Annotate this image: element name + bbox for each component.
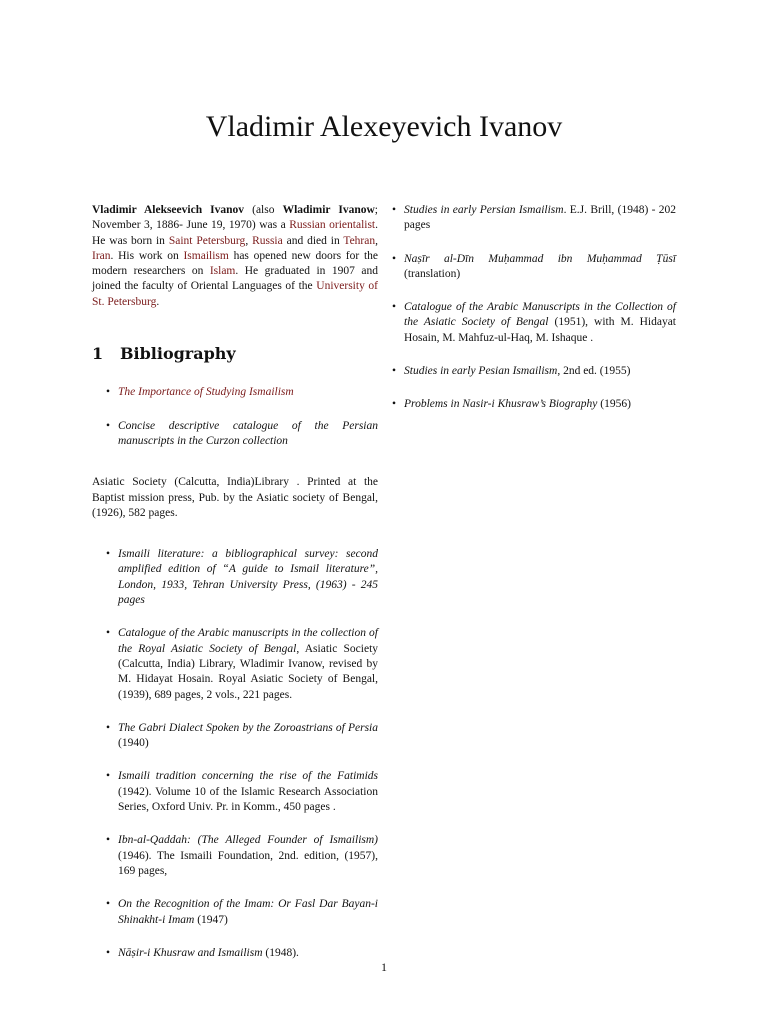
item-title: The Gabri Dialect Spoken by the Zoroastrians of Persia — [118, 721, 378, 734]
link-saint-petersburg[interactable]: Saint Petersburg — [168, 234, 246, 247]
intro-text: , — [375, 234, 378, 247]
bullet-icon: • — [106, 834, 111, 847]
item-details: , 2nd ed. (1955) — [557, 365, 631, 378]
item-details: , Asiatic Society (Calcutta, India) Library, Wladimir Ivanow, revised by M. Hidayat Hosain. Royal Asiatic Society of Bengal, (1939), 689 pages, 2 vols., 221 pages. — [118, 642, 379, 701]
item-details: (1940) — [118, 737, 149, 750]
item-title: On the Recognition of the Imam: Or Fasl Dar Bayan-i Shinakht-i Imam — [118, 898, 378, 926]
intro-text: , — [245, 234, 253, 247]
list-item — [390, 203, 676, 234]
item-title: Concise descriptive catalogue of the Persian manuscripts in the Curzon collection — [118, 419, 378, 447]
list-item — [390, 300, 676, 346]
list-item — [92, 769, 378, 815]
item-title: Studies in early Persian Ismailism — [404, 204, 564, 216]
bullet-icon: • — [106, 946, 111, 959]
list-item — [390, 252, 676, 283]
bullet-icon: • — [392, 398, 397, 411]
right-column — [390, 203, 676, 431]
list-item — [390, 364, 676, 379]
item-title: Catalogue of the Arabic manuscripts in the collection of the Royal Asiatic Society of Bengal — [118, 627, 378, 655]
item-title: Studies in early Pesian Ismailism — [404, 365, 558, 378]
intro-text: ; November 3, 1886- June 19, 1970) was a — [92, 204, 378, 232]
bullet-icon: • — [106, 898, 111, 911]
list-item — [390, 397, 676, 412]
intro-paragraph — [92, 203, 378, 310]
item-title: Naṣīr al-Dīn Muḥammad ibn Muḥammad Ṭūsī — [404, 252, 676, 265]
left-column — [92, 203, 378, 979]
item-details: (1951), with M. Hidayat Hosain, M. Mahfuz-ul-Haq, M. Ishaque . — [404, 316, 676, 344]
subject-name: Vladimir Alekseevich Ivanov — [92, 204, 245, 216]
list-item — [92, 626, 378, 702]
bibliography-list-3 — [390, 203, 676, 413]
item-title: Problems in Nasir-i Khusraw’s Biography — [404, 398, 598, 411]
item-details: (1948). — [262, 946, 299, 959]
section-heading — [92, 344, 378, 364]
intro-text: . — [156, 295, 160, 308]
link-importance-ismailism[interactable]: The Importance of Studying Ismailism — [118, 386, 294, 399]
alt-name: Wladimir Ivanow — [282, 204, 375, 216]
bullet-icon: • — [392, 204, 397, 216]
link-orientalist[interactable]: orientalist — [329, 219, 376, 232]
bibliography-list-2 — [92, 547, 378, 961]
link-russia[interactable]: Russia — [252, 234, 283, 247]
list-item — [92, 721, 378, 752]
bullet-icon: • — [106, 548, 111, 561]
list-item — [92, 547, 378, 608]
section-number: 1 — [92, 344, 104, 364]
bullet-icon: • — [392, 252, 397, 265]
bibliography-list-1 — [92, 385, 378, 449]
item-details: (translation) — [404, 267, 461, 280]
item-title: Nāṣir-i Khusraw and Ismailism — [118, 946, 263, 959]
list-item — [92, 385, 378, 400]
intro-text: (also — [244, 204, 283, 216]
list-item — [92, 833, 378, 879]
page-title: Vladimir Alexeyevich Ivanov — [205, 110, 563, 143]
link-ismailism[interactable]: Ismailism — [183, 249, 229, 262]
page-number: 1 — [381, 960, 387, 974]
link-iran[interactable]: Iran — [92, 249, 111, 262]
bullet-icon: • — [106, 770, 111, 783]
link-russian[interactable]: Russian — [289, 219, 326, 232]
bullet-icon: • — [106, 419, 111, 432]
item-title: Ibn-al-Qaddah: (The Alleged Founder of Ismailism) — [118, 834, 378, 847]
item-title: Ismaili tradition concerning the rise of the Fatimids — [118, 770, 378, 783]
bullet-icon: • — [106, 386, 111, 399]
intro-text: . His work on — [110, 249, 184, 262]
bullet-icon: • — [392, 365, 397, 378]
list-item — [92, 419, 378, 450]
intro-text: and died in — [282, 234, 344, 247]
item-details: (1942). Volume 10 of the Islamic Research Association Series, Oxford Univ. Pr. in Komm., 450 pages . — [118, 785, 378, 814]
link-university[interactable]: University of St. Petersburg — [92, 280, 378, 308]
item-title: Catalogue of the Arabic Manuscripts in the Collection of the Asiatic Society of Bengal — [404, 301, 676, 329]
link-tehran[interactable]: Tehran — [343, 234, 376, 247]
catalogue-paragraph: Asiatic Society (Calcutta, India)Library . Printed at the Baptist mission press, Pub. by the Asiatic society of Bengal, (1926), 582 pages. — [92, 476, 378, 519]
section-title: Bibliography — [120, 344, 236, 364]
item-details: (1956) — [597, 398, 631, 411]
intro-text: . He was born in — [92, 219, 379, 247]
bullet-icon: • — [106, 721, 111, 734]
link-islam[interactable]: Islam — [209, 265, 236, 278]
item-title: Ismaili literature: a bibliographical survey: second amplified edition of “A guide to Ismail literature”, London, 1933, Tehran University Press, (1963) - 245 pages — [118, 548, 378, 607]
bullet-icon: • — [392, 301, 397, 314]
item-details: . E.J. Brill, (1948) - 202 pages — [404, 204, 676, 232]
item-details: (1946). The Ismaili Foundation, 2nd. edition, (1957), 169 pages, — [118, 849, 378, 877]
intro-text: . He graduated in 1907 and joined the faculty of Oriental Languages of the — [92, 265, 378, 293]
list-item — [92, 946, 378, 961]
intro-text: has opened new doors for the modern researchers on — [92, 249, 378, 278]
list-item — [92, 897, 378, 928]
bullet-icon: • — [106, 627, 111, 640]
item-details: (1947) — [194, 913, 228, 926]
